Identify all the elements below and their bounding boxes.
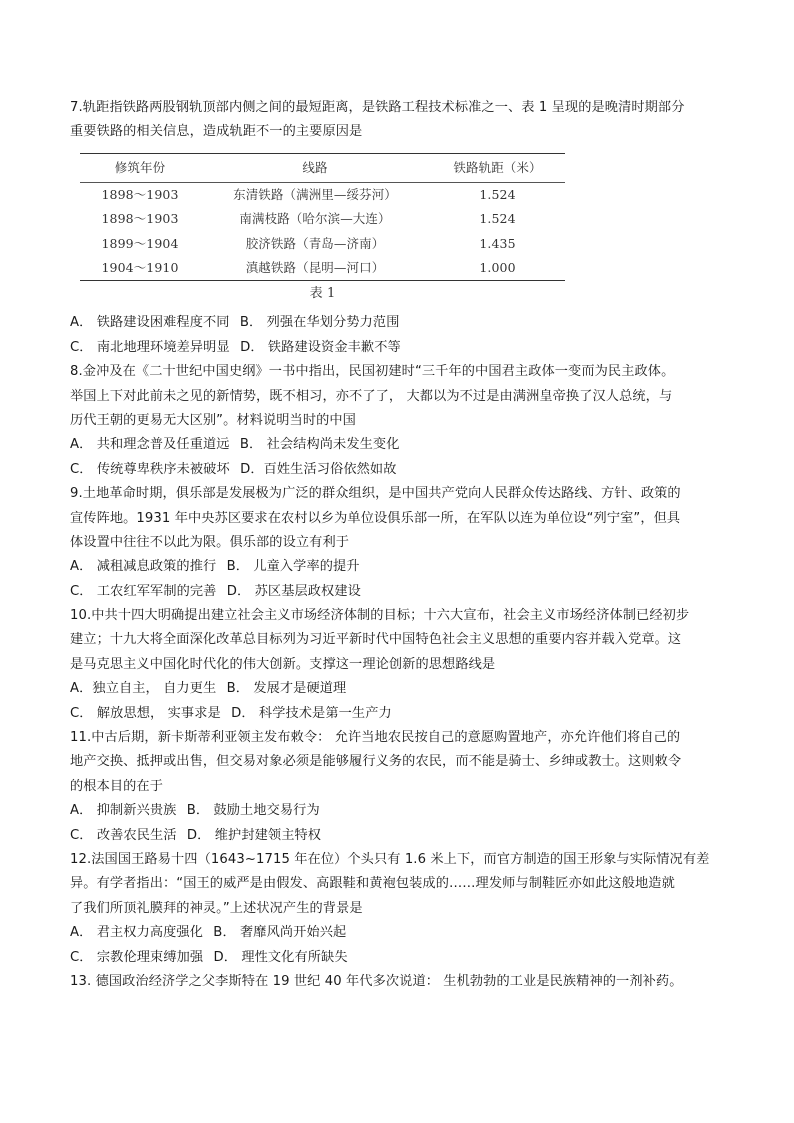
question-7 — [70, 96, 730, 360]
table-header-row — [80, 153, 565, 182]
q7-option-b[interactable]: B． 列强在华划分势力范围 — [239, 315, 400, 331]
q12-stem-line-2: 异。有学者指出：“国王的威严是由假发、高跟鞋和黄袍包装成的……理发师与制鞋匠亦如此这般地造就 — [70, 876, 675, 892]
q13-stem-line-1: 13. 德国政治经济学之父李斯特在 19 世纪 40 年代多次说道： 生机勃勃的工业是民族精神的一剂补药。 — [70, 973, 683, 989]
question-11 — [70, 726, 730, 848]
header-gauge: 铁路轨距（米） — [453, 159, 542, 175]
cell-line: 东清铁路（满洲里—绥芬河） — [233, 186, 397, 202]
q7-option-a[interactable]: A． 铁路建设困难程度不同 — [70, 315, 230, 331]
q9-stem-line-2: 宣传阵地。1931 年中央苏区要求在农村以乡为单位设俱乐部一所，在军队以连为单位设“列宁室”，但具 — [70, 510, 681, 526]
cell-year: 1898～1903 — [101, 186, 179, 202]
cell-year: 1898～1903 — [101, 211, 179, 227]
cell-gauge: 1.000 — [479, 260, 516, 275]
q10-stem-line-1: 10.中共十四大明确提出建立社会主义市场经济体制的目标；十六大宣布，社会主义市场经济体制已经初步 — [70, 608, 690, 624]
q11-option-a[interactable]: A． 抑制新兴贵族 — [70, 803, 177, 819]
table-row — [80, 232, 565, 256]
q11-stem-line-2: 地产交换、抵押或出售，但交易对象必须是能够履行义务的农民，而不能是骑士、乡绅或教士。这则敕令 — [70, 754, 682, 770]
cell-line: 南满枝路（哈尔滨—大连） — [239, 211, 391, 227]
cell-year: 1899～1904 — [101, 235, 179, 251]
q9-option-d[interactable]: D． 苏区基层政权建设 — [226, 583, 361, 599]
header-line: 线路 — [302, 159, 328, 175]
question-9 — [70, 482, 730, 604]
q11-options-row-1 — [70, 799, 730, 823]
q9-options-row-1 — [70, 555, 730, 579]
cell-line: 胶济铁路（青岛—济南） — [245, 235, 385, 251]
cell-gauge: 1.524 — [479, 211, 516, 227]
q8-stem-line-2: 举国上下对此前未之见的新情势，既不相习，亦不了了， 大都以为不过是由满洲皇帝换了汉人总统，与 — [70, 388, 673, 404]
q11-stem-line-1: 11.中古后期，新卡斯蒂利亚领主发布敕令： 允许当地农民按自己的意愿购置地产，亦允许他们将自己的 — [70, 730, 681, 746]
q8-option-b[interactable]: B． 社会结构尚未发生变化 — [239, 437, 400, 453]
table-row — [80, 207, 565, 231]
q11-stem-line-3: 的根本目的在于 — [70, 778, 164, 794]
cell-line: 滇越铁路（昆明—河口） — [245, 260, 385, 275]
q11-option-b[interactable]: B． 鼓励土地交易行为 — [186, 803, 320, 819]
q12-option-d[interactable]: D． 理性文化有所缺失 — [213, 949, 348, 965]
header-year: 修筑年份 — [114, 159, 166, 175]
q7-stem-line-2: 重要铁路的相关信息，造成轨距不一的主要原因是 — [70, 124, 363, 140]
q12-option-a[interactable]: A． 君主权力高度强化 — [70, 925, 203, 941]
table-row — [80, 182, 565, 207]
cell-year: 1904～1910 — [101, 260, 179, 275]
question-13 — [70, 970, 730, 994]
q10-options-row-2 — [70, 702, 730, 726]
cell-gauge: 1.524 — [479, 186, 516, 202]
q7-stem-line-1: 7.轨距指铁路两股钢轨顶部内侧之间的最短距离，是铁路工程技术标准之一、表 1 呈现的是晚清时期部分 — [70, 100, 685, 115]
q8-options-row-2 — [70, 458, 730, 482]
q9-stem-line-1: 9.土地革命时期，俱乐部是发展极为广泛的群众组织，是中国共产党向人民群众传达路线、方针、政策的 — [70, 486, 681, 502]
q12-stem-line-3: 了我们所顶礼膜拜的神灵。”上述状况产生的背景是 — [70, 900, 363, 916]
q8-option-d[interactable]: D．百姓生活习俗依然如故 — [240, 461, 397, 477]
q12-options-row-1 — [70, 921, 730, 945]
q11-option-d[interactable]: D． 维护封建领主特权 — [186, 827, 322, 843]
question-8 — [70, 360, 730, 482]
question-10 — [70, 604, 730, 726]
q10-options-row-1 — [70, 677, 730, 701]
railway-table-wrap — [80, 153, 565, 308]
q9-options-row-2 — [70, 580, 730, 604]
q9-stem-line-3: 体设置中往往不以此为限。俱乐部的设立有利于 — [70, 534, 350, 550]
question-12 — [70, 848, 730, 970]
q10-option-c[interactable]: C． 解放思想， 实事求是 — [70, 705, 221, 721]
q8-stem-line-3: 历代王朝的更易无大区别”。材料说明当时的中国 — [70, 412, 356, 428]
q9-option-a[interactable]: A． 减租减息政策的推行 — [70, 559, 217, 575]
q10-option-b[interactable]: B． 发展才是硬道理 — [226, 681, 347, 697]
q7-options-row-1 — [70, 311, 730, 335]
q10-option-d[interactable]: D． 科学技术是第一生产力 — [231, 705, 392, 721]
railway-gauge-table — [80, 153, 565, 282]
q10-option-a[interactable]: A．独立自主， 自力更生 — [70, 681, 217, 697]
q10-stem-line-2: 建立；十九大将全面深化改革总目标列为习近平新时代中国特色社会主义思想的重要内容并载入党章。这 — [70, 632, 682, 648]
q8-options-row-1 — [70, 433, 730, 457]
q11-option-c[interactable]: C． 改善农民生活 — [70, 827, 177, 843]
q7-options-row-2 — [70, 336, 730, 360]
q11-options-row-2 — [70, 824, 730, 848]
q12-stem-line-1: 12.法国国王路易十四（1643~1715 年在位）个头只有 1.6 米上下，而官方制造的国王形象与实际情况有差 — [70, 852, 710, 867]
table-caption: 表 1 — [309, 286, 336, 302]
q7-option-c[interactable]: C． 南北地理环境差异明显 — [70, 339, 230, 355]
q12-options-row-2 — [70, 946, 730, 970]
q12-option-c[interactable]: C． 宗教伦理束缚加强 — [70, 949, 204, 965]
q8-option-c[interactable]: C． 传统尊卑秩序未被破坏 — [70, 461, 230, 477]
q8-option-a[interactable]: A． 共和理念普及任重道远 — [70, 437, 230, 453]
q8-stem-line-1: 8.金冲及在《二十世纪中国史纲》一书中指出，民国初建时“三千年的中国君主政体一变而为民主政体。 — [70, 364, 675, 380]
table-row — [80, 256, 565, 281]
exam-page — [70, 96, 730, 994]
cell-gauge: 1.435 — [479, 235, 516, 251]
q12-option-b[interactable]: B． 奢靡风尚开始兴起 — [213, 925, 347, 941]
q9-option-c[interactable]: C． 工农红军军制的完善 — [70, 583, 217, 599]
q10-stem-line-3: 是马克思主义中国化时代化的伟大创新。支撑这一理论创新的思想路线是 — [70, 656, 496, 672]
q7-option-d[interactable]: D． 铁路建设资金丰歉不等 — [240, 339, 401, 355]
q9-option-b[interactable]: B． 儿童入学率的提升 — [226, 559, 360, 575]
